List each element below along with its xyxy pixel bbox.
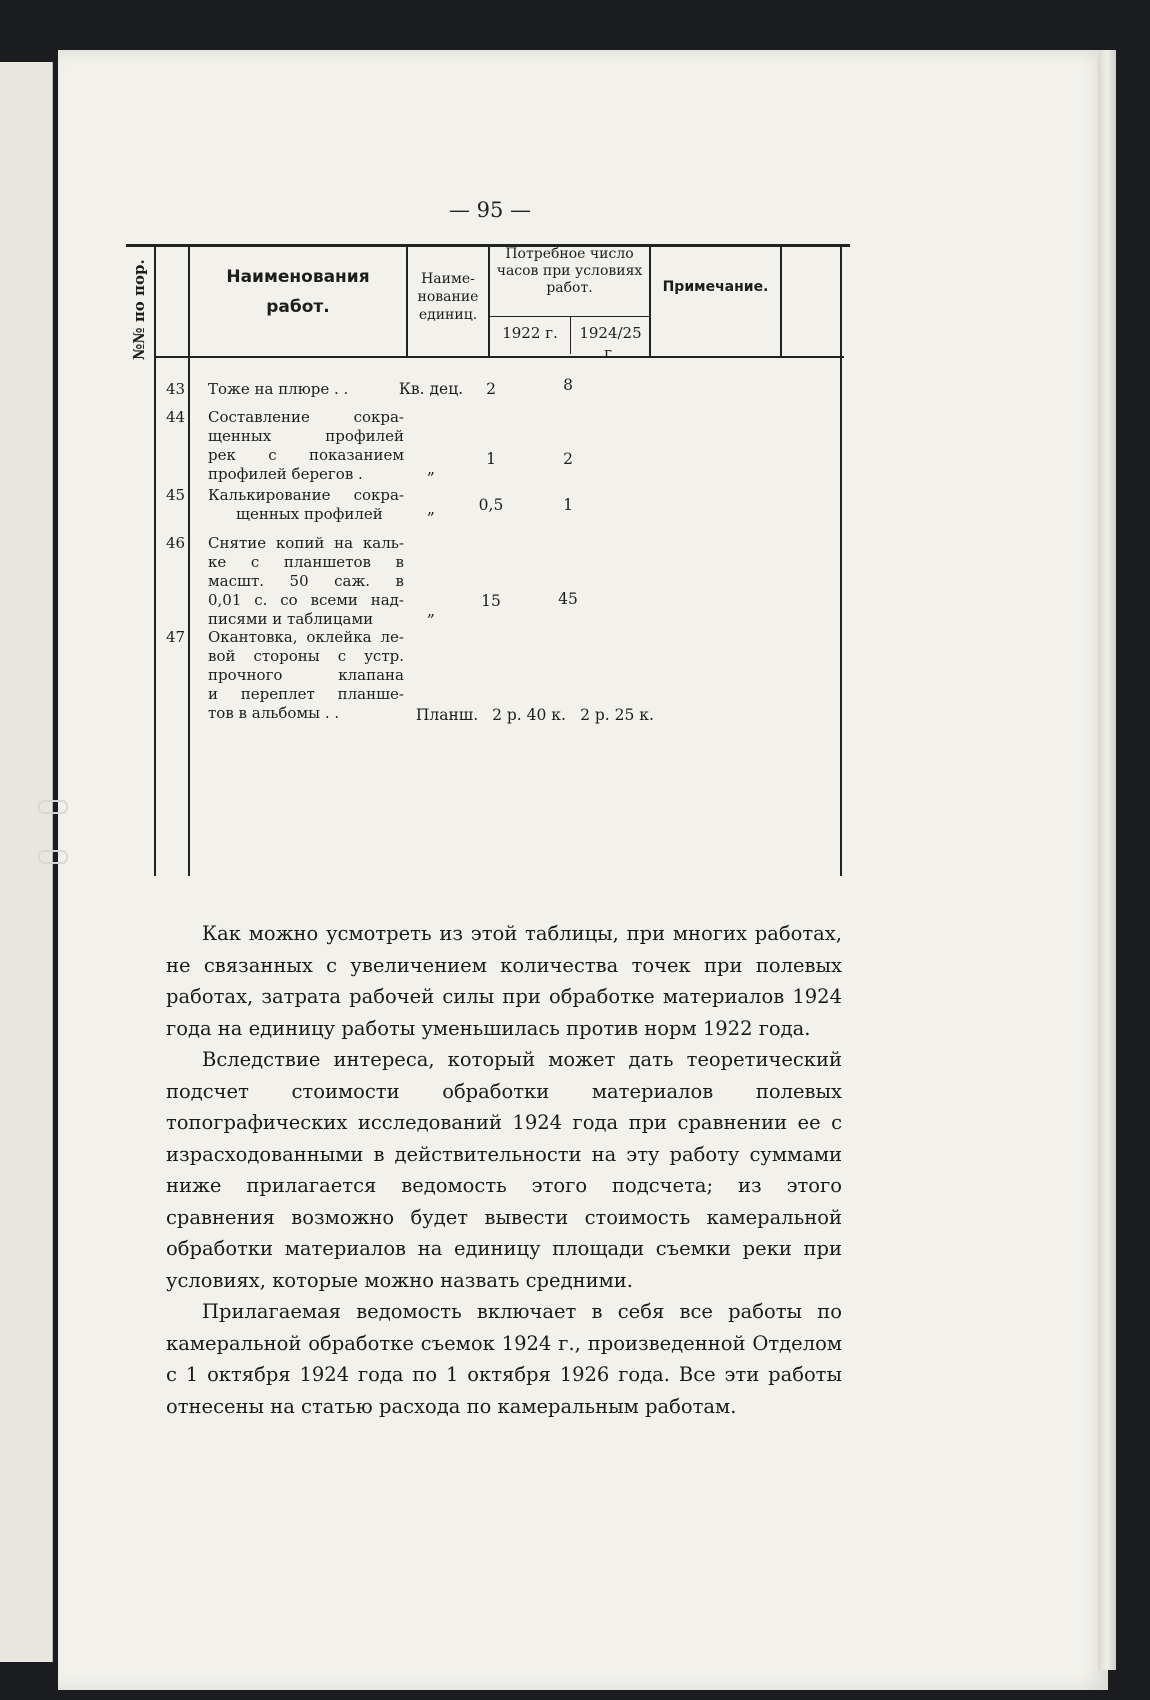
table-vrule — [780, 246, 782, 356]
row-value-1924: 2 р. 25 к. — [580, 706, 654, 724]
row-name: Окантовка, оклейка ле- вой стороны с устр. прочного клапана и переплет планше- тов в альбомы . . — [208, 628, 404, 722]
paragraph: Вследствие интереса, который может дать теоретический подсчет стоимости обработки материалов полевых топографических исследований 1924 года при сравнении ее с израсходованными в действительности на эту работу суммами ниже прилагается ведомость этого подсчета; из этого сравнения возможно будет вывести стоимость камеральной обработки материалов на единицу площади съемки реки при условиях, которые можно назвать средними. — [166, 1048, 842, 1292]
row-name: Калькирование сокра- щенных профилей — [208, 486, 404, 523]
paragraph: Как можно усмотреть из этой таблицы, при многих работах, не связанных с увеличением количества точек при полевых работах, затрата рабочей силы при обработке материалов 1924 года на единицу работы уменьшилась против норм 1922 года. — [166, 922, 842, 1040]
row-name: Снятие копий на каль- ке с планшетов в масшт. 50 саж. в 0,01 с. со всеми над- писями и таблицами — [208, 534, 404, 628]
row-number: 45 — [166, 486, 186, 504]
row-value-1924: 8 — [563, 376, 573, 394]
row-unit: Кв. дец. — [398, 380, 464, 398]
row-number: 44 — [166, 408, 186, 426]
row-unit: „ — [426, 500, 436, 518]
row-value-1922: 2 р. 40 к. — [492, 706, 566, 724]
table-vrule — [840, 246, 842, 876]
header-year-1924: 1924/25 г. — [579, 324, 642, 362]
row-value-1924: 2 — [563, 450, 573, 468]
row-value-1922: 2 — [486, 380, 496, 398]
header-name: Наименования работ. — [226, 267, 370, 318]
row-value-1924: 1 — [563, 496, 573, 514]
binding-stitch — [38, 800, 68, 814]
row-unit: „ — [426, 602, 436, 620]
page-fore-edge — [1098, 50, 1116, 1670]
row-value-1922: 15 — [481, 592, 501, 610]
body-text — [166, 918, 842, 1422]
table-vrule — [649, 246, 651, 356]
binding-stitch — [38, 850, 68, 864]
header-note: Примечание. — [662, 279, 769, 295]
header-year-1922: 1922 г. — [502, 324, 558, 342]
hours-subrule — [488, 316, 649, 317]
row-unit: „ — [426, 460, 436, 478]
norms-table — [126, 244, 850, 876]
page-number: — 95 — — [448, 198, 532, 222]
row-value-1922: 0,5 — [478, 496, 504, 514]
header-row-number: №№ по пор. — [130, 259, 148, 360]
table-vrule — [188, 246, 190, 876]
row-name: Составление сокра- щенных профилей рек с показанием профилей берегов . — [208, 408, 404, 483]
header-unit: Наиме- нование единиц. — [417, 271, 479, 324]
row-unit: Планш. — [415, 706, 479, 724]
row-name: Тоже на плюре . . — [208, 380, 349, 398]
row-value-1922: 1 — [486, 450, 496, 468]
years-divider — [570, 316, 571, 354]
table-header-rule — [154, 356, 844, 358]
row-number: 46 — [166, 534, 186, 552]
row-number: 47 — [166, 628, 186, 646]
header-hours: Потребное число часов при условиях работ. — [496, 246, 643, 297]
row-value-1924: 45 — [558, 590, 578, 608]
row-number: 43 — [166, 380, 186, 398]
paragraph: Прилагаемая ведомость включает в себя все работы по камеральной обработке съемок 1924 г., произведенной Отделом с 1 октября 1924 года по 1 октября 1926 года. Все эти работы отнесены на статью расхода по камеральным работам. — [166, 1300, 842, 1418]
